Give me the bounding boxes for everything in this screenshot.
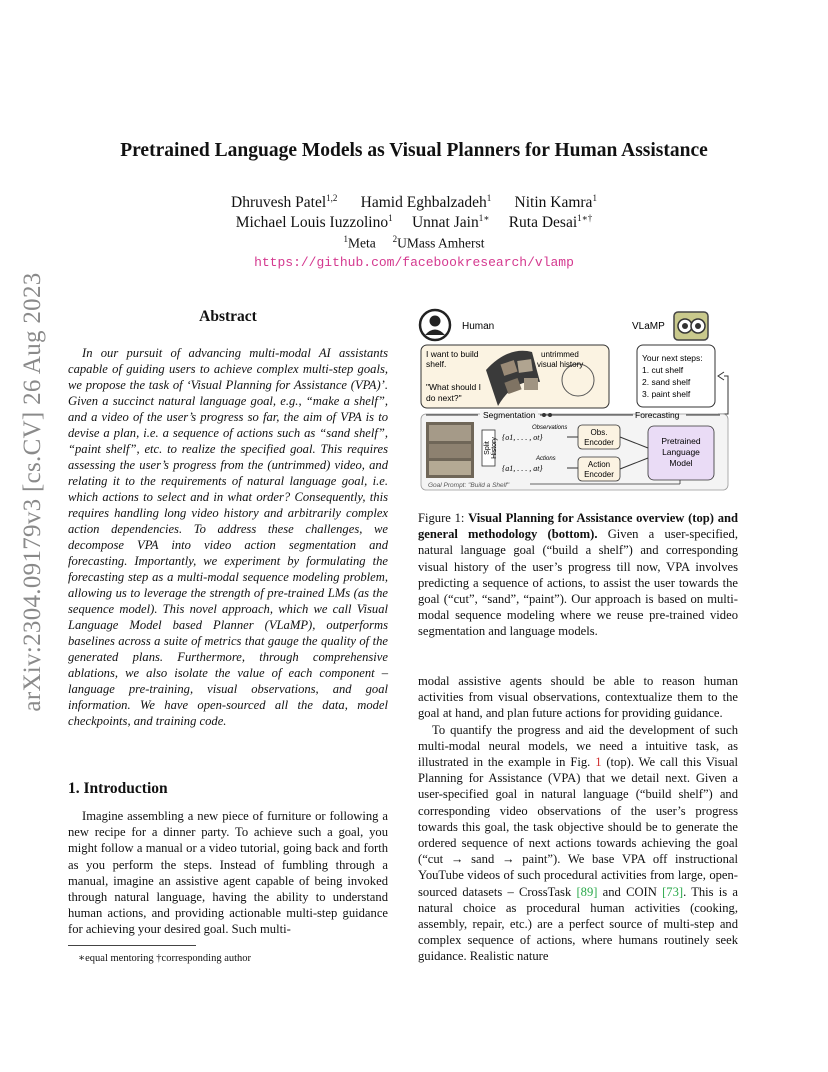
paragraph: modal assistive agents should be able to reason human activities from visual observations, contextualize them to the goal at hand, and plan future actions for providing guidance.	[418, 674, 738, 721]
caption-bold: Visual Planning for Assistance overview (top) and general methodology (bottom).	[418, 511, 738, 542]
actions-label: Actions	[536, 456, 556, 462]
footnote: ∗equal mentoring †corresponding author	[78, 953, 252, 964]
human-avatar-icon	[420, 310, 450, 340]
paragraph	[418, 722, 738, 965]
affiliation: UMass Amherst	[397, 235, 485, 251]
paper-title: Pretrained Language Models as Visual Planners for Human Assistance	[120, 140, 708, 161]
author-affil: 1∗	[478, 213, 490, 223]
citation-link[interactable]: [89]	[576, 884, 598, 899]
abstract-heading: Abstract	[199, 308, 257, 325]
obs-encoder-label: Obs.	[590, 428, 608, 437]
author-affil: 1∗†	[577, 213, 593, 223]
next-steps-title: Your next steps:	[642, 353, 703, 363]
observations-label: Observations	[532, 425, 568, 431]
affiliation: Meta	[348, 235, 376, 251]
action-encoder-label: Action	[587, 460, 611, 469]
next-step-item: 3. paint shelf	[642, 389, 691, 399]
obs-encoder-label: Encoder	[584, 438, 614, 447]
text-run: . This is a natural choice as procedural human activities (cooking, assembly, repair, etc.) are a perfect source of multi-step and complex sequence of actions, where humans routinely seek guidance. Realistic nature	[418, 884, 738, 964]
authors-line-2	[0, 213, 828, 232]
author: Dhruvesh Patel	[231, 194, 327, 212]
split-history-label: Split	[484, 441, 491, 455]
text-run: (top). We call this Visual Planning for Assistance (VPA) that we detail next. Given a user-specified goal in natural language (“build shelf”) and corresponding video observations of the user’s progress towards this goal, the task objective should be to generate the ordered sequence of next actions towards achieving the goal (“cut → sand → paint”). We base VPA off instructional YouTube videos of such procedural activities from large, open-sourced datasets – CrossTask	[418, 755, 738, 899]
intro-body: Imagine assembling a new piece of furniture or following a new recipe for a dinner party. To achieve such a goal, you might follow a manual or a video tutorial, going back and forth as you perform the steps. Instead of fumbling through a manual, imagine an assistive agent capable of being invoked through natural language, having the ability to understand human actions, and providing actionable multi-step guidance for achieving your desired goal. Such multi-	[68, 809, 388, 937]
arxiv-stamp	[18, 272, 48, 712]
goal-prompt: Goal Prompt: "Build a Shelf"	[428, 482, 510, 489]
segmentation-label: Segmentation	[483, 410, 536, 420]
plm-label: Pretrained	[661, 436, 701, 446]
human-bubble-line: shelf.	[426, 359, 447, 369]
author: Unnat Jain	[411, 214, 479, 232]
right-column-text	[418, 673, 738, 965]
figure-1	[418, 308, 738, 498]
github-link[interactable]: https://github.com/facebookresearch/vlamp	[254, 255, 574, 270]
figure-ref-link[interactable]: 1	[595, 755, 602, 770]
figure-caption	[418, 510, 738, 640]
author: Hamid Eghbalzadeh	[360, 194, 487, 212]
next-step-item: 2. sand shelf	[642, 377, 691, 387]
text-run: and COIN	[602, 884, 657, 899]
robot-icon	[674, 312, 708, 340]
plm-label: Model	[669, 458, 693, 468]
intro-heading: 1. Introduction	[68, 780, 168, 797]
affil-num: 2	[392, 234, 398, 244]
author-affil: 1	[388, 213, 393, 223]
authors-line-1	[0, 193, 828, 212]
author: Michael Louis Iuzzolino	[235, 214, 389, 232]
abstract-body: In our pursuit of advancing multi-modal AI assistants capable of guiding users to achieve complex multi-step goals, we propose the task of ‘Visual Planning for Assistance (VPA)’. Given a succinct natural language goal, e.g., “make a shelf”, and a video of the user’s progress so far, the aim of VPA is to devise a plan, i.e. a sequence of actions such as “sand shelf”, “paint shelf”, etc. to realize the specified goal. This requires assessing the user’s progress from the (untrimmed) video, and relating it to the requirements of natural language goal, i.e. which actions to select and in what order? Consequently, this requires handling long video history and arbitrarily complex action dependencies. To address these challenges, we decompose VPA into video action segmentation and forecasting. Importantly, we experiment by formulating the forecasting step as a multi-modal sequence modeling problem, allowing us to leverage the strength of pre-trained LMs (as the sequence model). This novel approach, which we call Visual Language Model based Planner (VLaMP), outperforms baselines across a suite of metrics that gauge the quality of the generated plans. Furthermore, through comprehensive ablations, we also isolate the value of each component – language pre-training, visual observations, and goal information. We have open-sourced all the data, model checkpoints, and training code.	[68, 346, 388, 728]
arxiv-stamp-text: arXiv:2304.09179v3 [cs.CV] 26 Aug 2023	[19, 272, 46, 712]
human-label: Human	[462, 321, 495, 332]
text-run: To quantify the progress and aid the development of such multi-modal neural models, we need a intuitive task, as illustrated in the example in Fig.	[418, 722, 738, 770]
human-bubble-line: I want to build	[426, 349, 479, 359]
caption-label: Figure 1:	[418, 511, 465, 525]
next-step-item: 1. cut shelf	[642, 365, 684, 375]
human-bubble-line: do next?"	[426, 393, 462, 403]
author-affil: 1	[486, 193, 492, 203]
citation-link[interactable]: [73]	[662, 884, 684, 899]
vlamp-label: VLaMP	[632, 321, 665, 332]
author: Nitin Kamra	[514, 194, 593, 212]
actions-seq: {a1, . . . , at}	[502, 464, 543, 473]
caption-text: Given a user-specified, natural language goal (“build a shelf”) and corresponding visual history of the user’s progress till now, VPA involves predicting a sequence of actions, to assist the user towards the goal (“cut”, “sand”, “paint”). Our approach is based on multi-modal sequence modeling where we reuse pre-trained video segmentation and language models.	[418, 527, 738, 639]
observations-seq: {o1, . . . , ot}	[502, 433, 543, 442]
affil-num: 1	[343, 234, 348, 244]
human-bubble-line: "What should I	[426, 382, 481, 392]
footnote-rule	[68, 945, 196, 946]
film-label: visual history	[537, 360, 584, 369]
forecasting-label: Forecasting	[635, 410, 680, 420]
action-encoder-label: Encoder	[584, 470, 614, 479]
video-thumbnails	[426, 422, 474, 478]
author-affil: 1	[592, 193, 597, 203]
split-history-label: History	[491, 437, 498, 459]
author-affil: 1,2	[326, 193, 338, 203]
affiliations	[0, 234, 828, 252]
plm-label: Language	[662, 447, 700, 457]
film-label: untrimmed	[541, 350, 579, 359]
author: Ruta Desai	[508, 214, 578, 232]
